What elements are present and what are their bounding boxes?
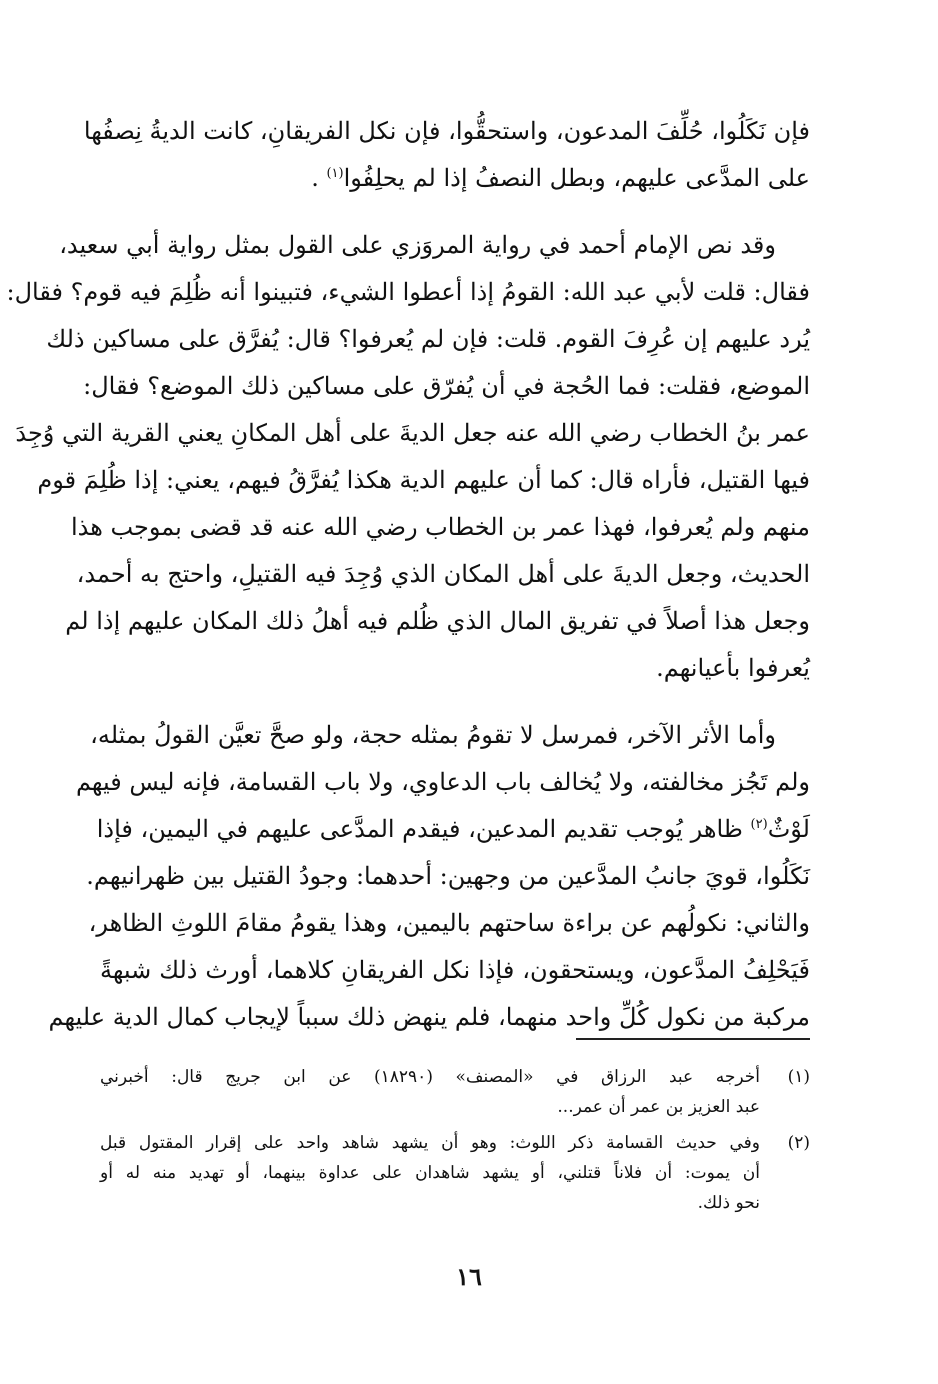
text-line: فَيَحْلِفُ المدَّعون، ويستحقون، فإذا نكل الفريقانِ كلاهما، أورث ذلك شبهةً [100, 956, 810, 984]
paragraph-2 [6, 222, 810, 692]
text-line: منهم ولم يُعرفوا، فهذا عمر بن الخطاب رضي الله عنه قد قضى بموجب هذا [70, 513, 810, 541]
paragraph-1 [83, 108, 810, 202]
footnote-line: أن يموت: أن فلاناً قتلني، أو يشهد شاهدان على عداوة بينهما، أو تهديد منه له أو [100, 1163, 760, 1183]
text-line: يُرد عليهم إن عُرِفَ القوم. قلت: فإن لم يُعرفوا؟ قال: يُفرَّق على مساكين ذلك [46, 325, 810, 353]
text-line [96, 806, 810, 853]
page-number: ١٦ [456, 1262, 482, 1291]
text-line: مركبة من نكول كُلِّ واحد منهما، فلم ينهض ذلك سبباً لإيجاب كمال الدية عليهم [48, 1003, 810, 1031]
text-line: فإن نَكَلُوا، حُلِّفَ المدعون، واستحقُّوا، فإن نكل الفريقانِ، كانت الديةُ نِصفُها [83, 117, 810, 145]
footnote-ref-2[interactable]: (٢) [750, 817, 768, 832]
footnote-line: وفي حديث القسامة ذكر اللوث: وهو أن يشهد شاهد واحد على إقرار المقتول قبل [100, 1133, 760, 1153]
main-text [6, 108, 810, 1041]
text-line: والثاني: نكولُهم عن براءة ساحتهم باليمين، وهذا يقومُ مقامَ اللوثِ الظاهر، [88, 909, 810, 937]
text-line: عمر بنُ الخطاب رضي الله عنه جعل الديةَ على أهل المكانِ يعني القرية التي وُجِدَ [15, 419, 810, 447]
footnote-line: نحو ذلك. [697, 1193, 760, 1213]
footnote-number: (١) [787, 1067, 810, 1087]
footnote-text [100, 1128, 760, 1218]
text-line: نَكَلُوا، قويَ جانبُ المدَّعين من وجهين: أحدهما: وجودُ القتيل بين ظهرانيهم. [86, 862, 810, 890]
text-line: وأما الأثر الآخر، فمرسل لا تقومُ بمثله حجة، ولو صحَّ تعيَّن القولُ بمثله، [90, 721, 776, 749]
footnote-line: أخرجه عبد الرزاق في «المصنف» (١٨٢٩٠) عن ابن جريج قال: أخبرني [100, 1067, 760, 1087]
text-line: الموضع، فقلت: فما الحُجة في أن يُفرّق على مساكين ذلك الموضع؟ فقال: [83, 372, 810, 400]
text-line: الحديث، وجعل الديةَ على أهل المكان الذي وُجِدَ فيه القتيلِ، واحتج به أحمد، [76, 560, 810, 588]
text-line: وجعل هذا أصلاً في تفريق المال الذي ظُلم فيه أهلُ ذلك المكان عليهم إذا لم [65, 607, 810, 635]
footnote-text [100, 1062, 760, 1122]
text-line: ولم تَجُز مخالفته، ولا يُخالف باب الدعاوي، ولا باب القسامة، فإنه ليس فيهم [75, 768, 810, 796]
text-line: فيها القتيل، فأراه قال: كما أن عليهم الدية هكذا يُفرَّقُ فيهم، يعني: إذا ظُلِمَ قوم [37, 466, 810, 494]
footnote-2 [100, 1128, 810, 1218]
footnote-ref-1[interactable]: (١) [326, 166, 344, 181]
text-line: فقال: قلت لأبي عبد الله: القومُ إذا أعطوا الشيء، فتبينوا أنه ظُلِمَ فيه قوم؟ فقال: [6, 278, 810, 306]
text-line-start: لَوْثٌ [767, 815, 810, 843]
footnotes [100, 1062, 810, 1224]
text-line-content: على المدَّعى عليهم، وبطل النصفُ إذا لم يحلِفُوا [343, 164, 810, 192]
text-line: يُعرفوا بأعيانهم. [656, 654, 810, 682]
footnote-number: (٢) [787, 1133, 810, 1153]
footnote-separator [576, 1038, 810, 1040]
text-line-content: ظاهر يُوجب تقديم المدعين، فيقدم المدَّعى عليهم في اليمين، فإذا [96, 815, 743, 843]
paragraph-3 [48, 712, 810, 1041]
footnote-1 [100, 1062, 810, 1122]
text-line: وقد نص الإمام أحمد في رواية المروَزي على القول بمثل رواية أبي سعيد، [59, 231, 776, 259]
text-line [100, 155, 810, 202]
footnote-line: عبد العزيز بن عمر أن عمر... [557, 1097, 760, 1117]
line-end: . [311, 164, 319, 192]
